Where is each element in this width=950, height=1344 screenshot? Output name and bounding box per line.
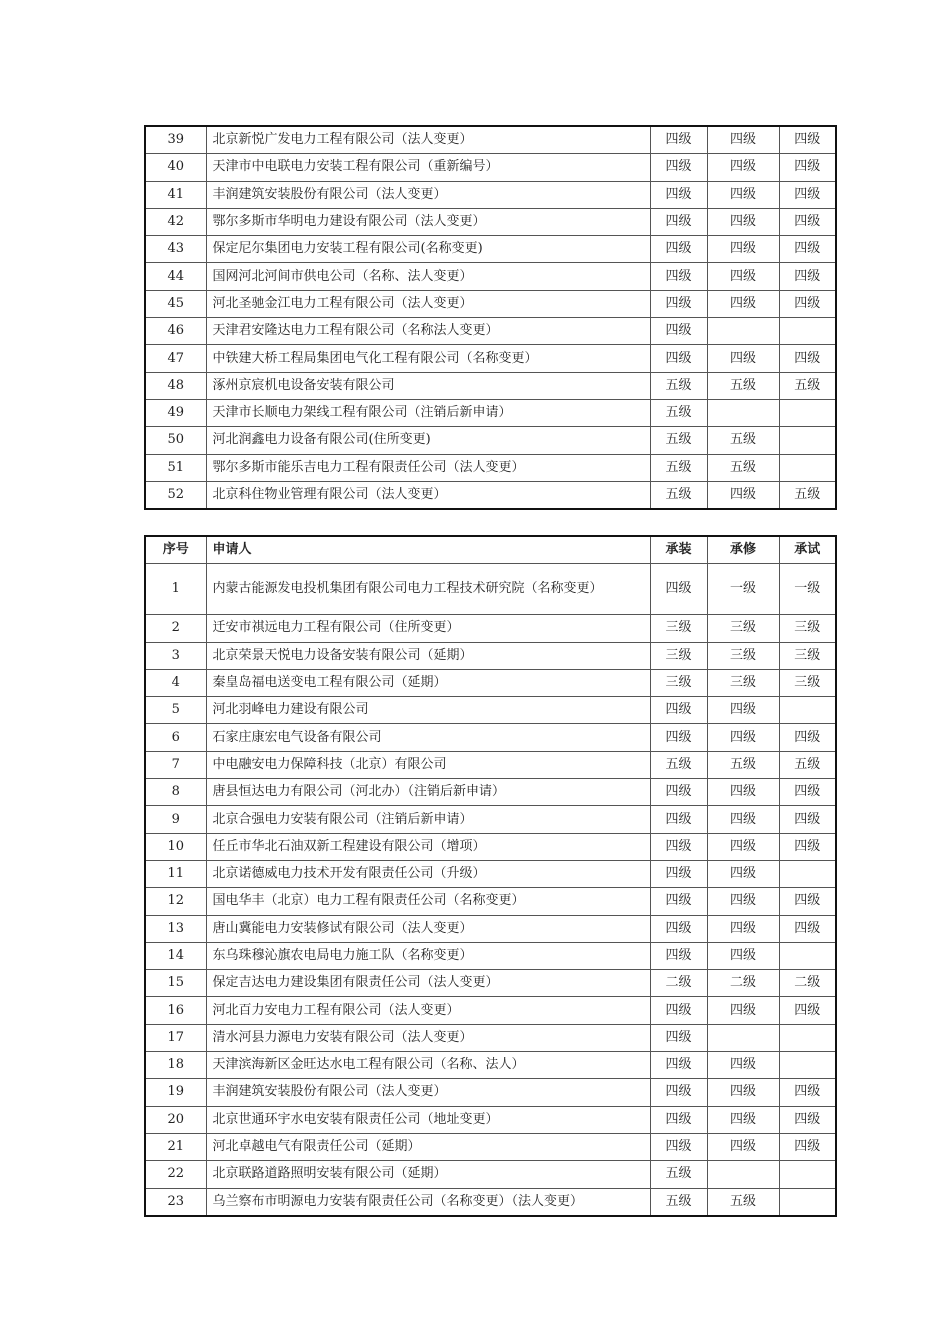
header-row [145, 536, 836, 564]
install-level: 四级 [650, 724, 707, 751]
install-level: 五级 [650, 427, 707, 454]
test-level [779, 1052, 836, 1079]
test-level: 四级 [779, 154, 836, 181]
test-level [779, 942, 836, 969]
install-level: 四级 [650, 942, 707, 969]
repair-level: 一级 [707, 564, 779, 615]
install-level: 五级 [650, 372, 707, 399]
repair-level: 四级 [707, 915, 779, 942]
header-no: 序号 [145, 536, 206, 564]
repair-level: 三级 [707, 669, 779, 696]
row-number: 17 [145, 1024, 206, 1051]
applicant-name: 中电融安电力保障科技（北京）有限公司 [206, 751, 650, 778]
table-row [145, 915, 836, 942]
table-header [145, 536, 836, 564]
row-number: 9 [145, 806, 206, 833]
repair-level: 四级 [707, 1052, 779, 1079]
table-row [145, 290, 836, 317]
install-level: 三级 [650, 642, 707, 669]
table-row [145, 860, 836, 887]
row-number: 1 [145, 564, 206, 615]
row-number: 5 [145, 697, 206, 724]
table-row [145, 181, 836, 208]
test-level: 四级 [779, 208, 836, 235]
install-level: 五级 [650, 751, 707, 778]
test-level: 四级 [779, 1079, 836, 1106]
test-level: 四级 [779, 915, 836, 942]
table-row [145, 126, 836, 154]
repair-level: 三级 [707, 642, 779, 669]
applicant-name: 石家庄康宏电气设备有限公司 [206, 724, 650, 751]
row-number: 8 [145, 779, 206, 806]
test-level: 四级 [779, 126, 836, 154]
install-level: 四级 [650, 318, 707, 345]
row-number: 41 [145, 181, 206, 208]
test-level: 一级 [779, 564, 836, 615]
applicant-name: 天津市长顺电力架线工程有限公司（注销后新申请） [206, 399, 650, 426]
repair-level [707, 399, 779, 426]
test-level [779, 454, 836, 481]
applicant-name: 北京科住物业管理有限公司（法人变更） [206, 481, 650, 509]
repair-level: 五级 [707, 751, 779, 778]
install-level: 四级 [650, 345, 707, 372]
header-applicant: 申请人 [206, 536, 650, 564]
table-row [145, 806, 836, 833]
table-row [145, 997, 836, 1024]
test-level [779, 427, 836, 454]
repair-level: 三级 [707, 615, 779, 642]
row-number: 3 [145, 642, 206, 669]
test-level: 四级 [779, 724, 836, 751]
applicant-name: 鄂尔多斯市能乐吉电力工程有限责任公司（法人变更） [206, 454, 650, 481]
install-level: 四级 [650, 1106, 707, 1133]
install-level: 四级 [650, 806, 707, 833]
repair-level: 五级 [707, 454, 779, 481]
install-level: 五级 [650, 399, 707, 426]
applicant-name: 国电华丰（北京）电力工程有限责任公司（名称变更） [206, 888, 650, 915]
applicant-name: 天津滨海新区金旺达水电工程有限公司（名称、法人） [206, 1052, 650, 1079]
test-level [779, 1161, 836, 1188]
test-level: 三级 [779, 642, 836, 669]
test-level: 四级 [779, 236, 836, 263]
table-row [145, 1188, 836, 1216]
applicant-name: 任丘市华北石油双新工程建设有限公司（增项） [206, 833, 650, 860]
repair-level: 四级 [707, 1106, 779, 1133]
row-number: 43 [145, 236, 206, 263]
applicant-name: 涿州京宸机电设备安装有限公司 [206, 372, 650, 399]
table-row [145, 399, 836, 426]
test-level [779, 697, 836, 724]
table-row [145, 1133, 836, 1160]
row-number: 20 [145, 1106, 206, 1133]
repair-level: 四级 [707, 181, 779, 208]
test-level: 四级 [779, 1106, 836, 1133]
table-row [145, 1079, 836, 1106]
install-level: 二级 [650, 970, 707, 997]
license-table-continued [144, 125, 837, 510]
row-number: 51 [145, 454, 206, 481]
repair-level: 四级 [707, 697, 779, 724]
test-level: 四级 [779, 997, 836, 1024]
applicant-name: 唐县恒达电力有限公司（河北办）（注销后新申请） [206, 779, 650, 806]
test-level: 三级 [779, 615, 836, 642]
test-level: 四级 [779, 779, 836, 806]
applicant-name: 北京合强电力安装有限公司（注销后新申请） [206, 806, 650, 833]
table-row [145, 1106, 836, 1133]
row-number: 49 [145, 399, 206, 426]
install-level: 四级 [650, 1024, 707, 1051]
table-row [145, 1052, 836, 1079]
test-level: 四级 [779, 263, 836, 290]
table-row [145, 970, 836, 997]
repair-level: 五级 [707, 1188, 779, 1216]
test-level: 三级 [779, 669, 836, 696]
test-level [779, 399, 836, 426]
table-row [145, 615, 836, 642]
repair-level: 四级 [707, 126, 779, 154]
applicant-name: 河北圣驰金江电力工程有限公司（法人变更） [206, 290, 650, 317]
row-number: 44 [145, 263, 206, 290]
install-level: 四级 [650, 779, 707, 806]
applicant-name: 东乌珠穆沁旗农电局电力施工队（名称变更） [206, 942, 650, 969]
row-number: 12 [145, 888, 206, 915]
table-row [145, 154, 836, 181]
table-row [145, 642, 836, 669]
test-level [779, 1188, 836, 1216]
install-level: 四级 [650, 290, 707, 317]
table-body [145, 564, 836, 1216]
applicant-name: 河北卓越电气有限责任公司（延期） [206, 1133, 650, 1160]
install-level: 四级 [650, 1079, 707, 1106]
row-number: 46 [145, 318, 206, 345]
row-number: 47 [145, 345, 206, 372]
row-number: 50 [145, 427, 206, 454]
repair-level: 四级 [707, 860, 779, 887]
applicant-name: 北京世通环宇水电安装有限责任公司（地址变更） [206, 1106, 650, 1133]
install-level: 四级 [650, 126, 707, 154]
install-level: 四级 [650, 1052, 707, 1079]
table-row [145, 724, 836, 751]
test-level: 四级 [779, 888, 836, 915]
applicant-name: 丰润建筑安装股份有限公司（法人变更） [206, 1079, 650, 1106]
row-number: 23 [145, 1188, 206, 1216]
table-row [145, 751, 836, 778]
test-level: 四级 [779, 833, 836, 860]
applicant-name: 内蒙古能源发电投机集团有限公司电力工程技术研究院（名称变更） [206, 564, 650, 615]
test-level: 五级 [779, 481, 836, 509]
row-number: 48 [145, 372, 206, 399]
table-row [145, 427, 836, 454]
applicant-name: 天津市中电联电力安装工程有限公司（重新编号） [206, 154, 650, 181]
install-level: 四级 [650, 697, 707, 724]
test-level: 五级 [779, 751, 836, 778]
test-level: 四级 [779, 290, 836, 317]
repair-level: 五级 [707, 372, 779, 399]
repair-level: 四级 [707, 724, 779, 751]
applicant-name: 北京联路道路照明安装有限公司（延期） [206, 1161, 650, 1188]
repair-level [707, 1024, 779, 1051]
test-level: 四级 [779, 345, 836, 372]
repair-level [707, 1161, 779, 1188]
row-number: 40 [145, 154, 206, 181]
applicant-name: 河北羽峰电力建设有限公司 [206, 697, 650, 724]
table-row [145, 942, 836, 969]
table-row [145, 697, 836, 724]
test-level [779, 318, 836, 345]
applicant-name: 保定吉达电力建设集团有限责任公司（法人变更） [206, 970, 650, 997]
row-number: 42 [145, 208, 206, 235]
install-level: 四级 [650, 833, 707, 860]
row-number: 15 [145, 970, 206, 997]
table-row [145, 318, 836, 345]
table-row [145, 208, 836, 235]
applicant-name: 清水河县力源电力安装有限公司（法人变更） [206, 1024, 650, 1051]
table-row [145, 454, 836, 481]
applicant-name: 保定尼尔集团电力安装工程有限公司(名称变更) [206, 236, 650, 263]
table-row [145, 888, 836, 915]
applicant-name: 天津君安隆达电力工程有限公司（名称法人变更） [206, 318, 650, 345]
repair-level: 四级 [707, 290, 779, 317]
table-row [145, 481, 836, 509]
install-level: 四级 [650, 154, 707, 181]
applicant-name: 鄂尔多斯市华明电力建设有限公司（法人变更） [206, 208, 650, 235]
repair-level: 四级 [707, 208, 779, 235]
install-level: 四级 [650, 263, 707, 290]
row-number: 4 [145, 669, 206, 696]
repair-level: 四级 [707, 481, 779, 509]
install-level: 五级 [650, 454, 707, 481]
applicant-name: 秦皇岛福电送变电工程有限公司（延期） [206, 669, 650, 696]
repair-level: 四级 [707, 1133, 779, 1160]
applicant-name: 河北润鑫电力设备有限公司(住所变更) [206, 427, 650, 454]
table-body [145, 126, 836, 509]
applicant-name: 北京新悦广发电力工程有限公司（法人变更） [206, 126, 650, 154]
install-level: 四级 [650, 997, 707, 1024]
install-level: 四级 [650, 860, 707, 887]
repair-level: 四级 [707, 779, 779, 806]
test-level: 四级 [779, 806, 836, 833]
row-number: 10 [145, 833, 206, 860]
row-number: 14 [145, 942, 206, 969]
row-number: 7 [145, 751, 206, 778]
install-level: 三级 [650, 669, 707, 696]
table-row [145, 1161, 836, 1188]
test-level: 四级 [779, 1133, 836, 1160]
applicant-name: 北京诺德威电力技术开发有限责任公司（升级） [206, 860, 650, 887]
header-repair: 承修 [707, 536, 779, 564]
header-test: 承试 [779, 536, 836, 564]
repair-level: 四级 [707, 1079, 779, 1106]
header-install: 承装 [650, 536, 707, 564]
table-row [145, 263, 836, 290]
table-row [145, 1024, 836, 1051]
row-number: 6 [145, 724, 206, 751]
install-level: 四级 [650, 564, 707, 615]
repair-level: 四级 [707, 833, 779, 860]
install-level: 五级 [650, 481, 707, 509]
install-level: 五级 [650, 1161, 707, 1188]
install-level: 四级 [650, 236, 707, 263]
table-row [145, 564, 836, 615]
repair-level: 四级 [707, 345, 779, 372]
install-level: 四级 [650, 208, 707, 235]
repair-level: 四级 [707, 806, 779, 833]
row-number: 39 [145, 126, 206, 154]
repair-level: 五级 [707, 427, 779, 454]
repair-level: 四级 [707, 236, 779, 263]
row-number: 13 [145, 915, 206, 942]
applicant-name: 唐山冀能电力安装修试有限公司（法人变更） [206, 915, 650, 942]
row-number: 52 [145, 481, 206, 509]
row-number: 45 [145, 290, 206, 317]
repair-level: 二级 [707, 970, 779, 997]
test-level: 四级 [779, 181, 836, 208]
install-level: 四级 [650, 888, 707, 915]
row-number: 19 [145, 1079, 206, 1106]
repair-level: 四级 [707, 997, 779, 1024]
applicant-name: 迁安市祺远电力工程有限公司（住所变更） [206, 615, 650, 642]
row-number: 2 [145, 615, 206, 642]
table-row [145, 669, 836, 696]
table-row [145, 236, 836, 263]
install-level: 四级 [650, 1133, 707, 1160]
repair-level: 四级 [707, 888, 779, 915]
row-number: 16 [145, 997, 206, 1024]
row-number: 18 [145, 1052, 206, 1079]
repair-level: 四级 [707, 942, 779, 969]
license-table [144, 535, 837, 1217]
applicant-name: 北京荣景天悦电力设备安装有限公司（延期） [206, 642, 650, 669]
applicant-name: 国网河北河间市供电公司（名称、法人变更） [206, 263, 650, 290]
test-level: 二级 [779, 970, 836, 997]
table-row [145, 372, 836, 399]
applicant-name: 乌兰察布市明源电力安装有限责任公司（名称变更）（法人变更） [206, 1188, 650, 1216]
install-level: 三级 [650, 615, 707, 642]
repair-level [707, 318, 779, 345]
repair-level: 四级 [707, 154, 779, 181]
row-number: 21 [145, 1133, 206, 1160]
test-level [779, 860, 836, 887]
row-number: 22 [145, 1161, 206, 1188]
table-row [145, 833, 836, 860]
install-level: 五级 [650, 1188, 707, 1216]
applicant-name: 丰润建筑安装股份有限公司（法人变更） [206, 181, 650, 208]
table-row [145, 345, 836, 372]
applicant-name: 河北百力安电力工程有限公司（法人变更） [206, 997, 650, 1024]
install-level: 四级 [650, 915, 707, 942]
test-level: 五级 [779, 372, 836, 399]
install-level: 四级 [650, 181, 707, 208]
row-number: 11 [145, 860, 206, 887]
table-row [145, 779, 836, 806]
test-level [779, 1024, 836, 1051]
repair-level: 四级 [707, 263, 779, 290]
applicant-name: 中铁建大桥工程局集团电气化工程有限公司（名称变更） [206, 345, 650, 372]
